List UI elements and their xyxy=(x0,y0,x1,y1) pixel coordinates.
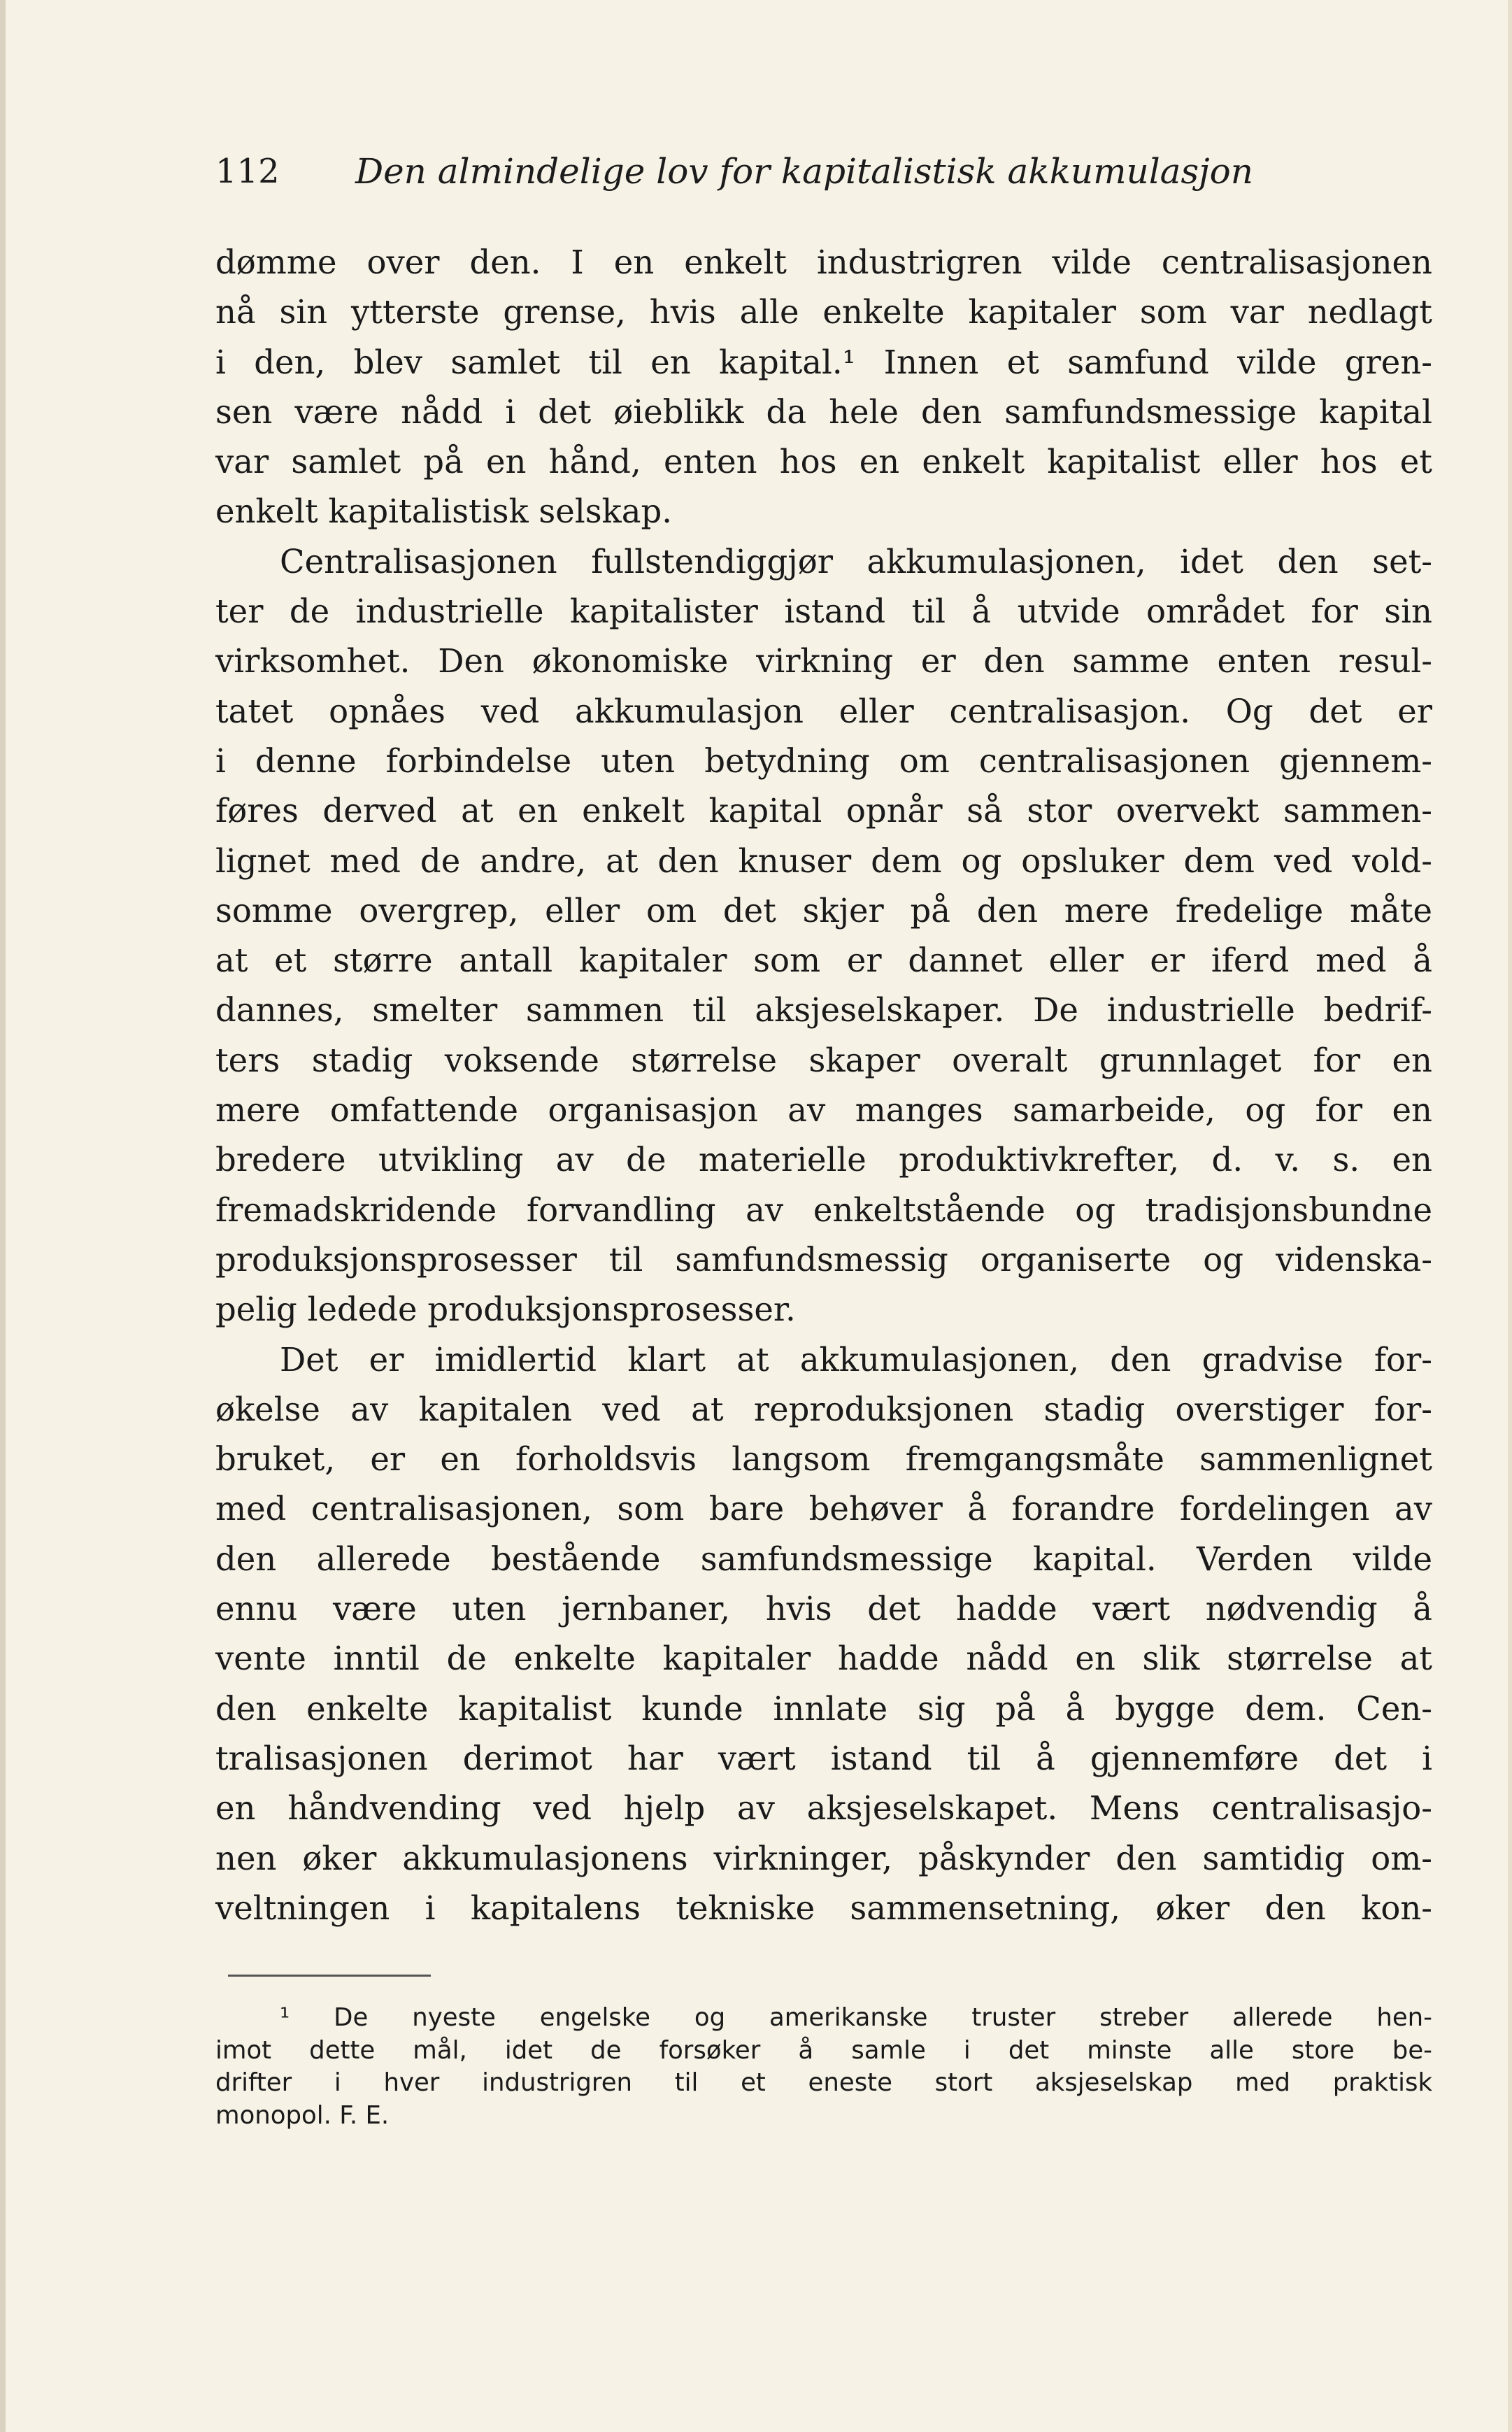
footnote-line: ¹ De nyeste engelske og amerikanske truster streber allerede hen- xyxy=(280,2003,1432,2032)
text-line: nen øker akkumulasjonens virkninger, påskynder den samtidig om- xyxy=(215,1839,1432,1877)
text-line: en håndvending ved hjelp av aksjeselskapet. Mens centralisasjo- xyxy=(215,1789,1432,1828)
text-line: pelig ledede produksjonsprosesser. xyxy=(215,1290,796,1329)
footnote-line: monopol. F. E. xyxy=(215,2100,390,2130)
text-line: med centralisasjonen, som bare behøver å forandre fordelingen av xyxy=(215,1490,1432,1528)
text-line: at et større antall kapitaler som er dannet eller er iferd med å xyxy=(215,941,1432,980)
footnote-line: drifter i hver industrigren til et eneste stort aksjeselskap med praktisk xyxy=(215,2068,1432,2097)
text-line: var samlet på en hånd, enten hos en enkelt kapitalist eller hos et xyxy=(215,443,1432,481)
text-line: i denne forbindelse uten betydning om centralisasjonen gjennem- xyxy=(215,741,1432,780)
text-line: veltningen i kapitalens tekniske sammensetning, øker den kon- xyxy=(215,1889,1432,1927)
text-line: produksjonsprosesser til samfundsmessig organiserte og videnska- xyxy=(215,1240,1432,1279)
footnote-separator xyxy=(228,1975,431,1977)
text-line: økelse av kapitalen ved at reproduksjonen stadig overstiger for- xyxy=(215,1390,1432,1428)
text-line: virksomhet. Den økonomiske virkning er den samme enten resul- xyxy=(215,642,1432,681)
text-line: vente inntil de enkelte kapitaler hadde nådd en slik størrelse at xyxy=(215,1640,1432,1678)
text-line: den enkelte kapitalist kunde innlate sig på å bygge dem. Cen- xyxy=(215,1689,1432,1728)
footnote xyxy=(215,2002,1432,2132)
text-line: ters stadig voksende størrelse skaper overalt grunnlaget for en xyxy=(215,1041,1432,1079)
text-line: i den, blev samlet til en kapital.¹ Innen et samfund vilde gren- xyxy=(215,343,1432,381)
text-line: tatet opnåes ved akkumulasjon eller centralisasjon. Og det er xyxy=(215,692,1432,730)
footnote-line: imot dette mål, idet de forsøker å samle i det minste alle store be- xyxy=(215,2035,1432,2065)
paragraph-2 xyxy=(215,537,1432,1335)
text-line: dannes, smelter sammen til aksjeselskaper. De industrielle bedrif- xyxy=(215,991,1432,1030)
text-line: den allerede bestående samfundsmessige kapital. Verden vilde xyxy=(215,1539,1432,1578)
text-line: bruket, er en forholdsvis langsom fremgangsmåte sammenlignet xyxy=(215,1440,1432,1479)
text-line: fremadskridende forvandling av enkeltstående og tradisjonsbundne xyxy=(215,1190,1432,1229)
text-line: enkelt kapitalistisk selskap. xyxy=(215,492,672,531)
text-line: føres derved at en enkelt kapital opnår så stor overvekt sammen- xyxy=(215,792,1432,830)
text-line: tralisasjonen derimot har vært istand til å gjennemføre det i xyxy=(215,1739,1432,1777)
text-line: mere omfattende organisasjon av manges samarbeide, og for en xyxy=(215,1091,1432,1130)
text-line: ter de industrielle kapitalister istand til å utvide området for sin xyxy=(215,592,1432,631)
paragraph-3 xyxy=(215,1335,1432,1934)
text-line: Det er imidlertid klart at akkumulasjonen, den gradvise for- xyxy=(280,1340,1432,1379)
body-text xyxy=(215,238,1432,1933)
text-line: ennu være uten jernbaner, hvis det hadde vært nødvendig å xyxy=(215,1590,1432,1628)
text-line: sen være nådd i det øieblikk da hele den samfundsmessige kapital xyxy=(215,392,1432,431)
text-line: bredere utvikling av de materielle produktivkrefter, d. v. s. en xyxy=(215,1141,1432,1179)
text-line: Centralisasjonen fullstendiggjør akkumulasjonen, idet den set- xyxy=(280,542,1432,581)
text-line: nå sin ytterste grense, hvis alle enkelte kapitaler som var nedlagt xyxy=(215,293,1432,332)
text-line: lignet med de andre, at den knuser dem og opsluker dem ved vold- xyxy=(215,841,1432,880)
page-number: 112 xyxy=(215,152,280,191)
paragraph-1 xyxy=(215,238,1432,537)
text-line: dømme over den. I en enkelt industrigren vilde centralisasjonen xyxy=(215,243,1432,281)
text-line: somme overgrep, eller om det skjer på den mere fredelige måte xyxy=(215,891,1432,930)
running-title: Den almindelige lov for kapitalistisk akkumulasjon xyxy=(355,151,1253,192)
page-header xyxy=(215,143,1334,199)
